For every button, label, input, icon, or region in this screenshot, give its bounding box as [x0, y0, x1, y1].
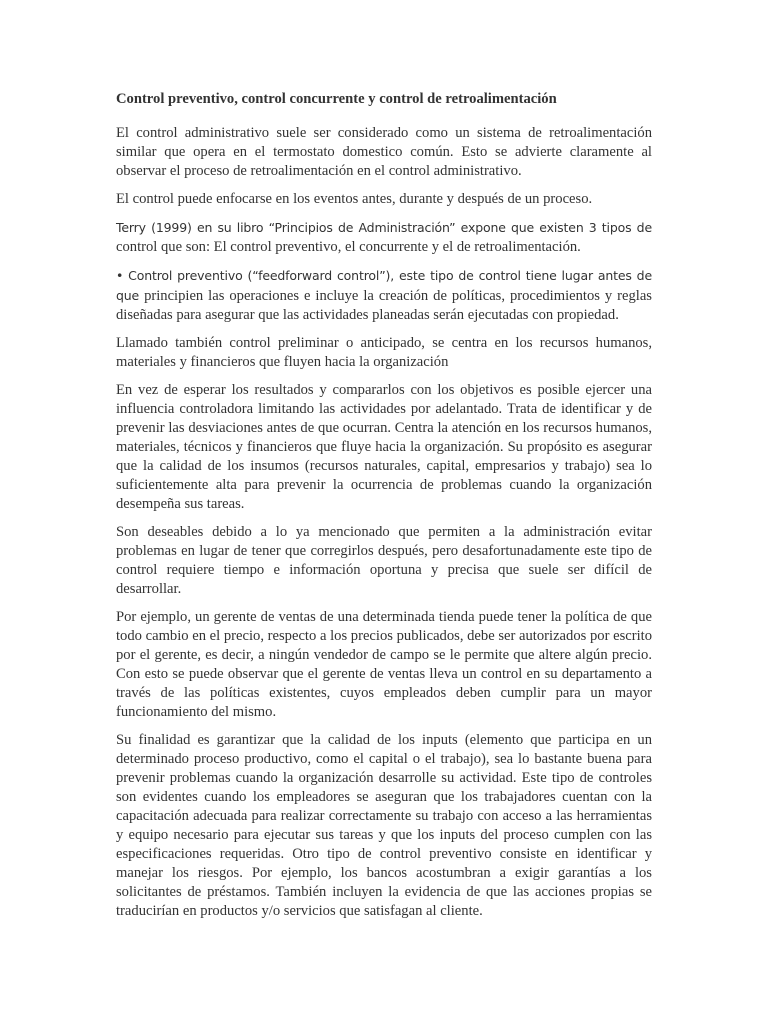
paragraph-example: Por ejemplo, un gerente de ventas de una determinada tienda puede tener la política de que todo cambio en el precio, respecto a los precios publicados, debe ser autorizados por escrito por el gerente, es decir, a ningún vendedor de campo se le permite que altere algún precio. Con esto se puede observar que el gerente de ventas lleva un control en su departamento a través de las políticas existentes, cuyos empleados deben cumplir para un mayor funcionamiento del mismo. [116, 609, 652, 720]
document-page [116, 90, 652, 930]
paragraph-terry-lead: Terry (1999) en su libro “Principios de Administración” expone que existen 3 tipos de [116, 220, 652, 235]
paragraph-intro: El control administrativo suele ser considerado como un sistema de retroalimentación similar que opera en el termostato domestico común. Esto se advierte claramente al observar el proceso de retroalimentación en el control administrativo. [116, 125, 652, 179]
paragraph-preventive-rest: principien las operaciones e incluye la creación de políticas, procedimientos y reglas diseñadas para asegurar que las actividades planeadas serán ejecutadas con propiedad. [116, 288, 652, 323]
paragraph-purpose: Su finalidad es garantizar que la calidad de los inputs (elemento que participa en un determinado proceso productivo, como el capital o el trabajo), sea lo bastante buena para prevenir problemas cuando la organización desarrolle su actividad. Este tipo de controles son evidentes cuando los empleadores se aseguran que los trabajadores cuentan con la capacitación adecuada para realizar correctamente su trabajo con acceso a las herramientas y equipo necesario para ejecutar sus tareas y que los inputs del proceso cumplen con las especificaciones requeridas. Otro tipo de control preventivo consiste en identificar y manejar los riesgos. Por ejemplo, los bancos acostumbran a exigir garantías a los solicitantes de préstamos. También incluyen la evidencia de que las acciones propias se traducirían en productos y/o servicios que satisfagan al cliente. [116, 732, 652, 919]
paragraph-desirable: Son deseables debido a lo ya mencionado que permiten a la administración evitar problemas en lugar de tener que corregirlos después, pero desafortunadamente este tipo de control requiere tiempo e información oportuna y precisa que suele ser difícil de desarrollar. [116, 524, 652, 597]
paragraph-focus: El control puede enfocarse en los eventos antes, durante y después de un proceso. [116, 191, 593, 207]
document-title: Control preventivo, control concurrente y control de retroalimentación [116, 91, 557, 107]
paragraph-preventive-lead: • Control preventivo (“feedforward control”), este tipo de control tiene lugar antes de que [116, 268, 652, 303]
paragraph-preventive-control [116, 266, 652, 325]
paragraph-terry [116, 218, 652, 257]
paragraph-instead-of-waiting: En vez de esperar los resultados y compararlos con los objetivos es posible ejercer una influencia controladora limitando las actividades por adelantado. Trata de identificar y de prevenir las desviaciones antes de que ocurran. Centra la atención en los recursos humanos, materiales, técnicos y financieros que fluye hacia la organización. Su propósito es asegurar que la calidad de los insumos (recursos naturales, capital, empresarios y trabajo) sea lo suficientemente alta para prevenir la ocurrencia de problemas cuando la organización desempeña sus tareas. [116, 382, 652, 512]
paragraph-terry-rest: control que son: El control preventivo, el concurrente y el de retroalimentación. [116, 239, 581, 255]
paragraph-preliminary: Llamado también control preliminar o anticipado, se centra en los recursos humanos, materiales y financieros que fluyen hacia la organización [116, 335, 652, 370]
